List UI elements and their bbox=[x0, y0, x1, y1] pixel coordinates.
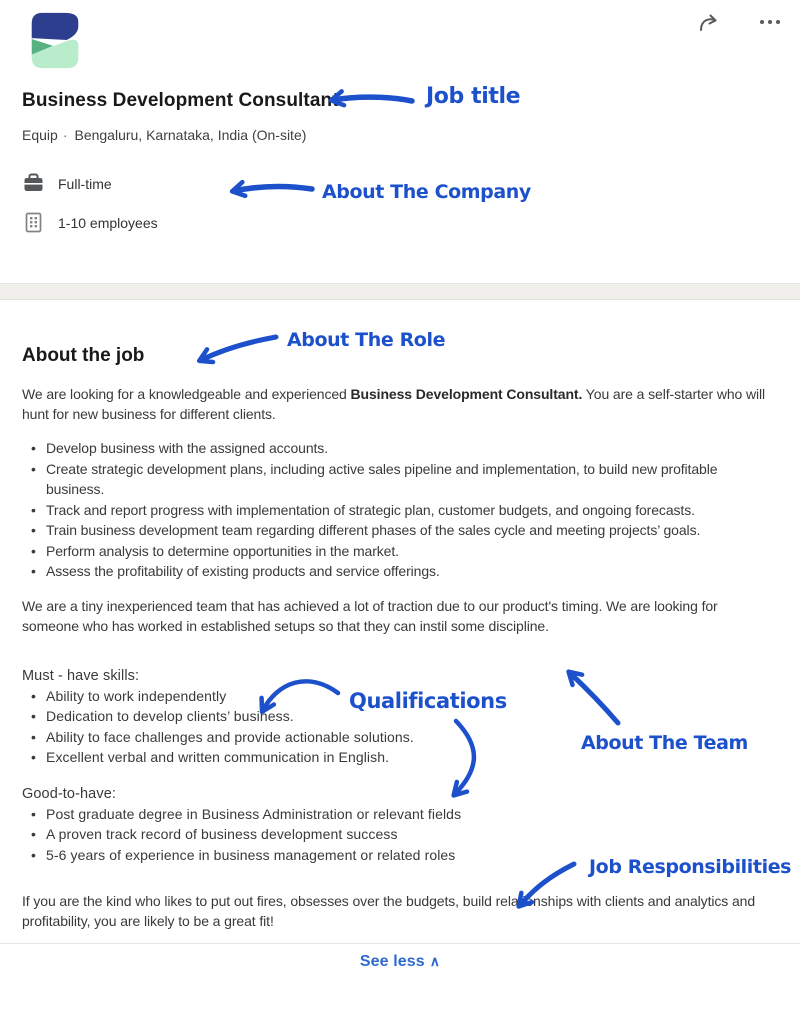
annotation-about-role: About The Role bbox=[287, 329, 446, 351]
job-description bbox=[0, 344, 800, 931]
job-title: Business Development Consultant bbox=[22, 90, 339, 111]
intro-bold: Business Development Consultant. bbox=[350, 386, 583, 402]
list-item: • A proven track record of business development success bbox=[22, 824, 778, 845]
annotation-job-responsibilities: Job Responsibilities bbox=[589, 856, 792, 878]
chevron-up-icon: ∧ bbox=[429, 953, 441, 969]
good-to-have-list bbox=[22, 804, 778, 866]
list-item: • Assess the profitability of existing products and service offerings. bbox=[22, 561, 778, 582]
list-item: • Track and report progress with implementation of strategic plan, customer budgets, and ongoing forecasts. bbox=[22, 500, 778, 521]
list-item: • Post graduate degree in Business Administration or relevant fields bbox=[22, 804, 778, 825]
list-item: • Excellent verbal and written communication in English. bbox=[22, 747, 778, 768]
three-dots-menu-icon[interactable] bbox=[754, 14, 786, 30]
company-size-row bbox=[22, 211, 778, 234]
annotation-job-title: Job title bbox=[426, 84, 521, 109]
list-item: • Ability to face challenges and provide actionable solutions. bbox=[22, 727, 778, 748]
job-subtitle bbox=[22, 127, 778, 143]
annotation-qualifications: Qualifications bbox=[349, 689, 507, 713]
see-less-button[interactable] bbox=[360, 953, 440, 971]
job-meta bbox=[22, 172, 778, 234]
company-logo[interactable] bbox=[22, 8, 88, 74]
job-header bbox=[0, 0, 800, 283]
intro-paragraph bbox=[22, 384, 778, 424]
annotation-about-team: About The Team bbox=[581, 732, 748, 754]
briefcase-icon bbox=[22, 172, 45, 195]
company-size-label: 1-10 employees bbox=[58, 214, 158, 231]
header-actions bbox=[690, 6, 786, 38]
footer-divider bbox=[0, 943, 800, 944]
list-item: • Perform analysis to determine opportunities in the market. bbox=[22, 541, 778, 562]
dot-separator: · bbox=[62, 127, 68, 143]
intro-prefix: We are looking for a knowledgeable and experienced bbox=[22, 386, 351, 402]
annotation-about-company: About The Company bbox=[322, 181, 531, 203]
see-less-label: See less bbox=[359, 953, 425, 970]
employment-type-label: Full-time bbox=[58, 175, 112, 192]
good-to-have-label: Good-to-have: bbox=[22, 785, 116, 802]
about-the-job-heading: About the job bbox=[22, 345, 145, 366]
team-paragraph: We are a tiny inexperienced team that has achieved a lot of traction due to our product's timing. We are looking for someone who has worked in established setups so that they can instil some discipline. bbox=[22, 597, 718, 634]
list-item: • Create strategic development plans, including active sales pipeline and implementation, to build new profitable business. bbox=[22, 459, 778, 500]
see-less-container bbox=[0, 953, 800, 971]
employment-type-row bbox=[22, 172, 778, 195]
must-have-label: Must - have skills: bbox=[22, 667, 140, 684]
job-location: Bengaluru, Karnataka, India (On-site) bbox=[74, 127, 307, 143]
company-name: Equip bbox=[22, 127, 58, 143]
closing-paragraph: If you are the kind who likes to put out fires, obsesses over the budgets, build relationships with clients and analytics and profitability, you are likely to be a great fit! bbox=[22, 893, 756, 929]
must-have-list bbox=[22, 686, 778, 768]
building-icon bbox=[22, 211, 45, 234]
list-item: • Dedication to develop clients’ business. bbox=[22, 706, 778, 727]
list-item: • Ability to work independently bbox=[22, 686, 778, 707]
list-item: • Develop business with the assigned accounts. bbox=[22, 438, 778, 459]
share-forward-icon[interactable] bbox=[690, 6, 728, 38]
intro-suffix: You are a self-starter who will hunt for new business for different clients. bbox=[22, 386, 766, 422]
list-item: • 5-6 years of experience in business management or related roles bbox=[22, 845, 778, 866]
list-item: • Train business development team regarding different phases of the sales cycle and meeting projects’ goals. bbox=[22, 520, 778, 541]
section-divider-band bbox=[0, 283, 800, 300]
responsibilities-list bbox=[22, 438, 778, 582]
